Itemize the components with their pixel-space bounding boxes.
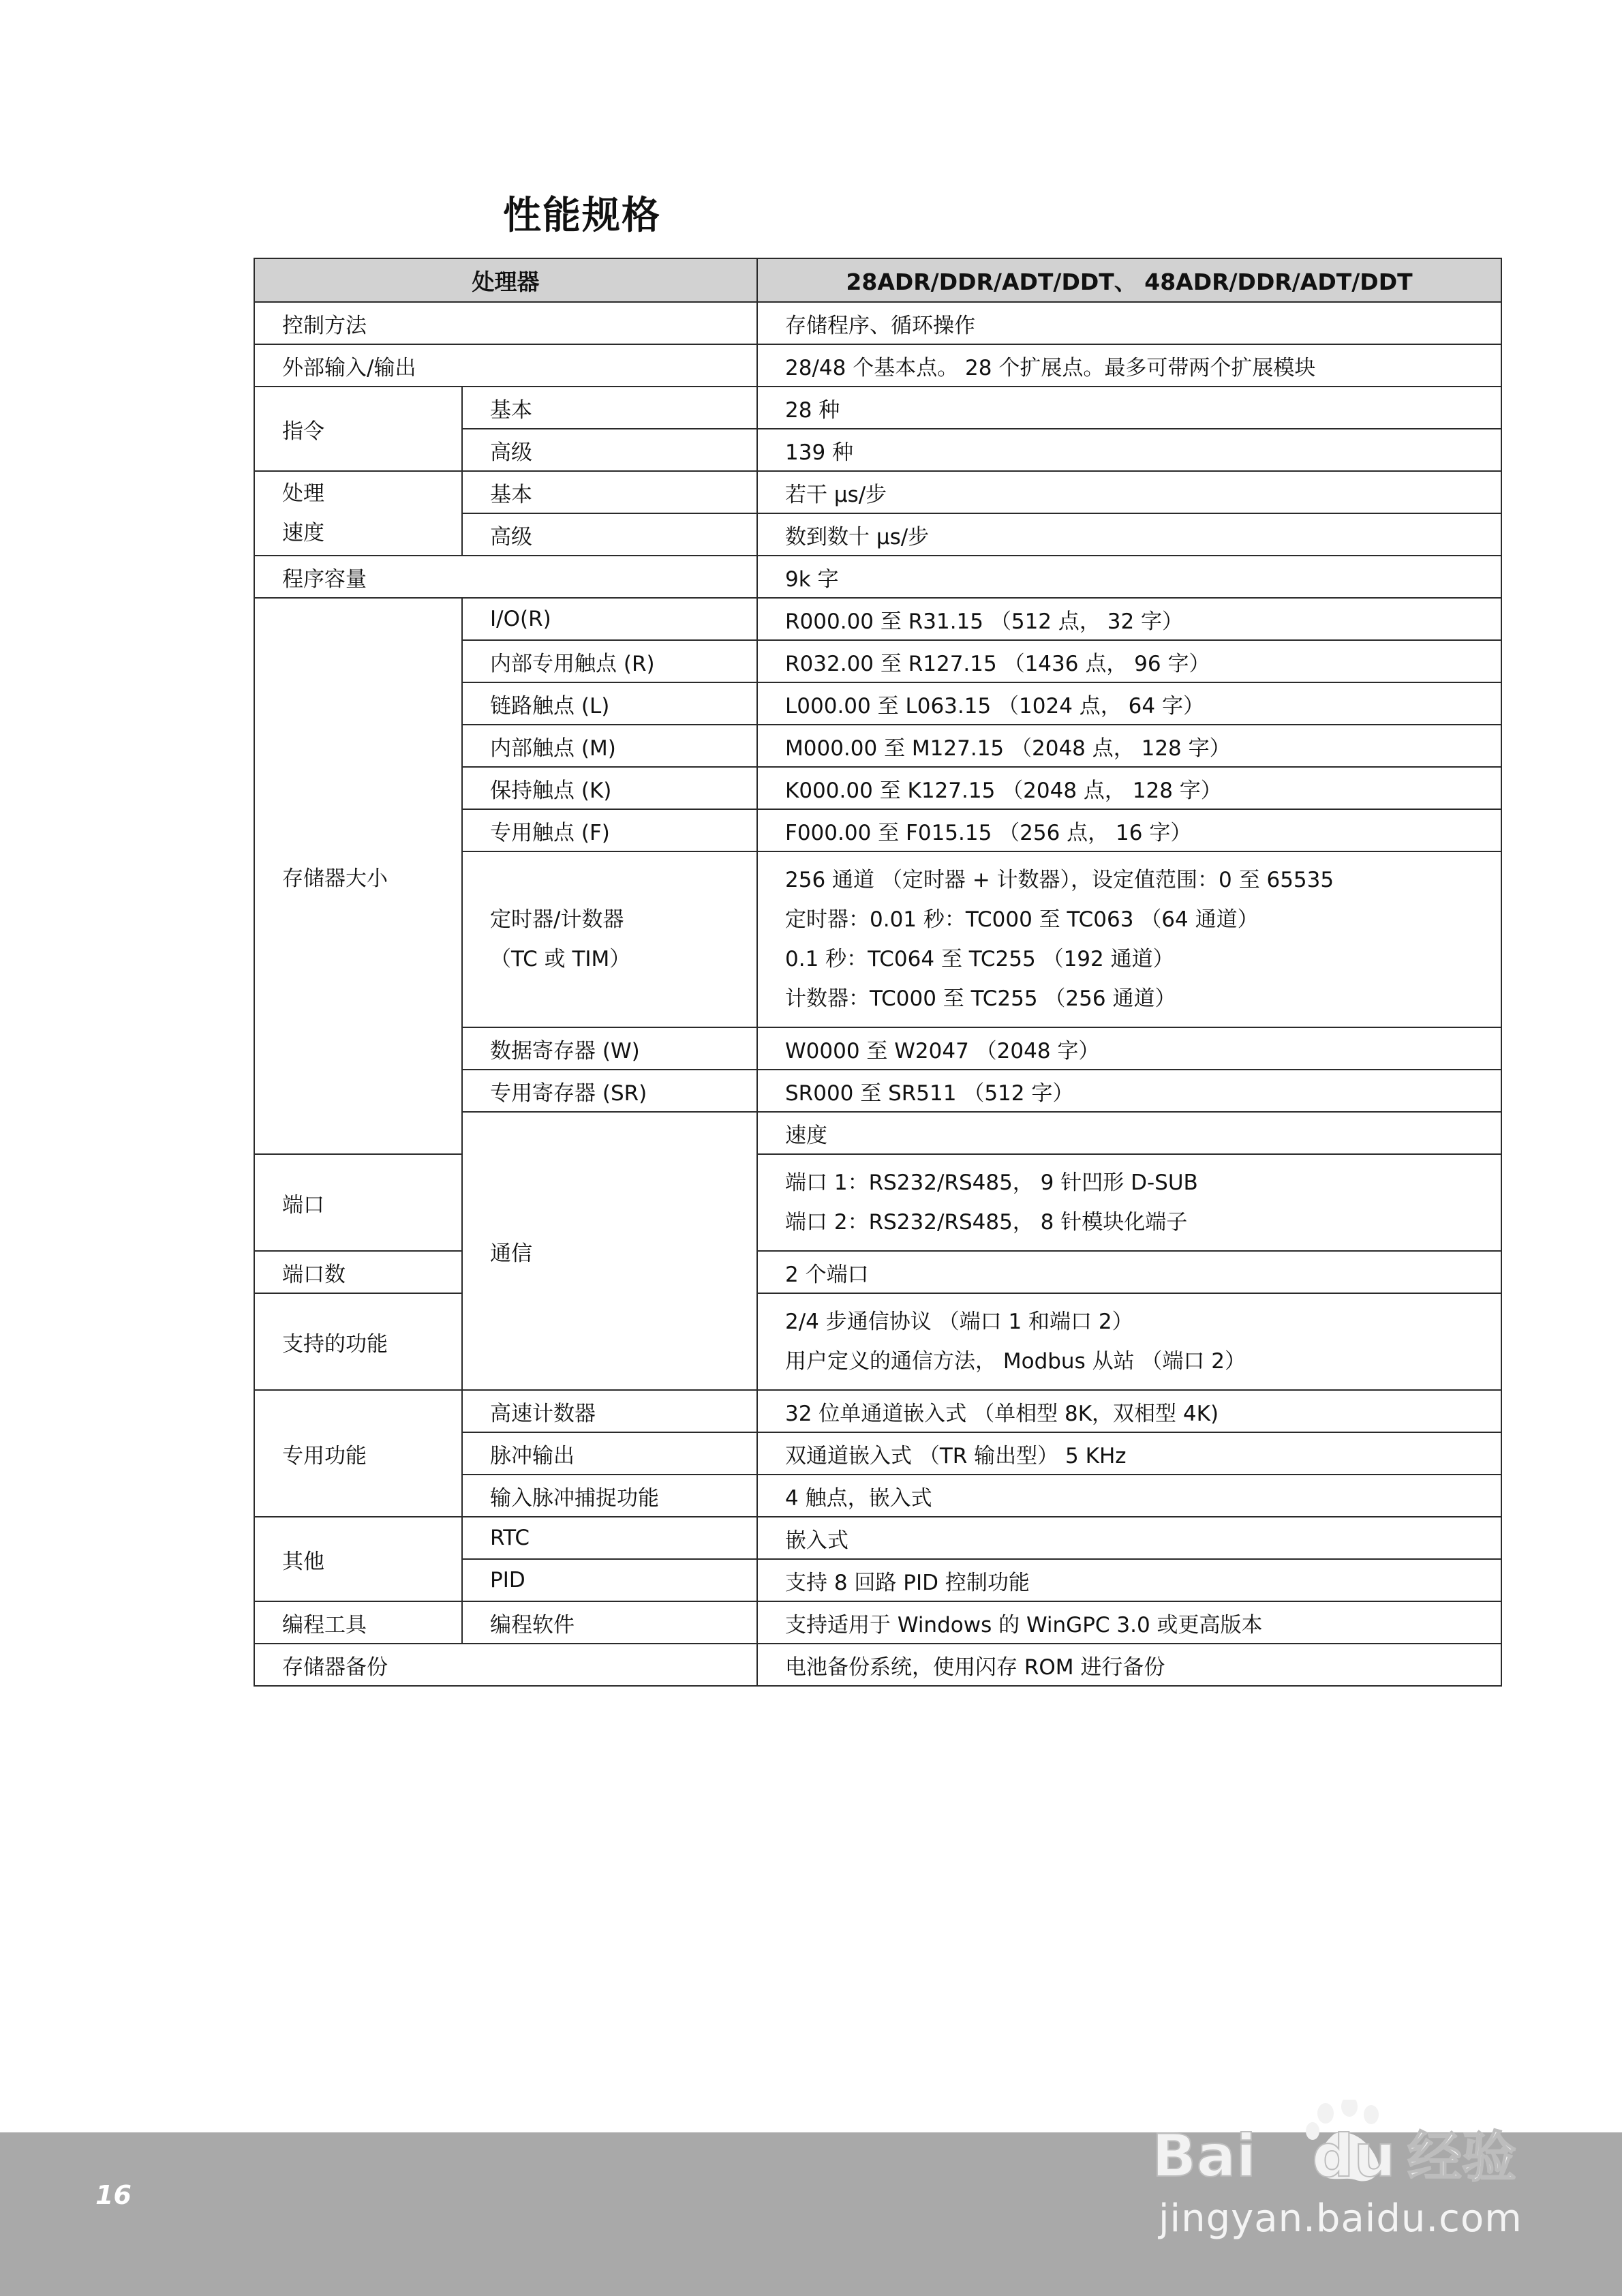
table-row	[254, 1293, 1501, 1390]
table-row	[254, 471, 1501, 513]
row-label: 程序容量	[254, 556, 757, 598]
group-label-other: 其他	[254, 1517, 462, 1601]
row-label: 内部专用触点 (R)	[462, 640, 757, 682]
row-label: 内部触点 (M)	[462, 725, 757, 767]
table-row	[254, 302, 1501, 344]
row-label: 输入脉冲捕捉功能	[462, 1475, 757, 1517]
row-value	[757, 1154, 1501, 1251]
row-value: 支持 8 回路 PID 控制功能	[757, 1559, 1501, 1601]
svg-text:du: du	[1312, 2122, 1396, 2190]
row-label: 存储器备份	[254, 1644, 757, 1686]
group-label-memory: 存储器大小	[254, 598, 462, 1154]
group-label-comm: 通信	[462, 1112, 757, 1390]
timer-value-line2: 定时器：0.01 秒：TC000 至 TC063 （64 通道）	[785, 907, 1259, 932]
row-label: 数据寄存器 (W)	[462, 1027, 757, 1070]
row-value: 32 位单通道嵌入式 （单相型 8K，双相型 4K)	[757, 1390, 1501, 1432]
row-value	[757, 1293, 1501, 1390]
row-value: 存储程序、循环操作	[757, 302, 1501, 344]
timer-label-line1: 定时器/计数器	[490, 907, 624, 932]
group-label-tools: 编程工具	[254, 1601, 462, 1644]
table-row	[254, 387, 1501, 429]
row-value: 9k 字	[757, 556, 1501, 598]
row-value: 电池备份系统，使用闪存 ROM 进行备份	[757, 1644, 1501, 1686]
row-value: 数到数十 μs/步	[757, 513, 1501, 556]
timer-value-line3: 0.1 秒：TC064 至 TC255 （192 通道）	[785, 947, 1174, 971]
row-label: 端口数	[254, 1251, 462, 1293]
speed-label-line2: 速度	[282, 521, 324, 545]
baidu-jingyan-watermark	[1152, 2072, 1533, 2250]
table-row	[254, 598, 1501, 640]
row-label: 专用触点 (F)	[462, 809, 757, 851]
row-value: 嵌入式	[757, 1517, 1501, 1559]
row-label: 基本	[462, 471, 757, 513]
row-label: I/O(R)	[462, 598, 757, 640]
row-label: 保持触点 (K)	[462, 767, 757, 809]
row-value: 139 种	[757, 429, 1501, 471]
row-value: K000.00 至 K127.15 （2048 点， 128 字）	[757, 767, 1501, 809]
svg-text:Bai: Bai	[1152, 2122, 1257, 2190]
page-number: 16	[95, 2180, 132, 2210]
timer-value-line1: 256 通道 （定时器 + 计数器），设定值范围：0 至 65535	[785, 868, 1334, 892]
row-label: 高级	[462, 429, 757, 471]
speed-label-line1: 处理	[282, 481, 324, 506]
row-value: R000.00 至 R31.15 （512 点， 32 字）	[757, 598, 1501, 640]
row-value: 双通道嵌入式 （TR 输出型） 5 KHz	[757, 1432, 1501, 1475]
page-title: 性能规格	[503, 194, 661, 238]
row-label: 端口	[254, 1154, 462, 1251]
row-label: RTC	[462, 1517, 757, 1559]
row-label: 外部输入/输出	[254, 344, 757, 387]
header-models: 28ADR/DDR/ADT/DDT、 48ADR/DDR/ADT/DDT	[757, 258, 1501, 302]
port-line1: 端口 1：RS232/RS485， 9 针凹形 D-SUB	[785, 1170, 1198, 1195]
table-row	[254, 1601, 1501, 1644]
group-label-instructions: 指令	[254, 387, 462, 471]
row-label: 脉冲输出	[462, 1432, 757, 1475]
svg-text:经验: 经验	[1407, 2126, 1516, 2189]
row-value: SR000 至 SR511 （512 字）	[757, 1070, 1501, 1112]
table-row	[254, 556, 1501, 598]
row-value: L000.00 至 L063.15 （1024 点， 64 字）	[757, 682, 1501, 725]
row-label: 编程软件	[462, 1601, 757, 1644]
row-label: 专用寄存器 (SR)	[462, 1070, 757, 1112]
row-label: 高速计数器	[462, 1390, 757, 1432]
row-value: F000.00 至 F015.15 （256 点， 16 字）	[757, 809, 1501, 851]
row-label	[462, 851, 757, 1027]
spec-table	[254, 258, 1502, 1687]
table-row	[254, 1154, 1501, 1251]
row-value: M000.00 至 M127.15 （2048 点， 128 字）	[757, 725, 1501, 767]
functions-line1: 2/4 步通信协议 （端口 1 和端口 2）	[785, 1310, 1133, 1334]
timer-label-line2: （TC 或 TIM）	[490, 947, 631, 971]
row-value: 28/48 个基本点。 28 个扩展点。最多可带两个扩展模块	[757, 344, 1501, 387]
watermark-url: jingyan.baidu.com	[1159, 2196, 1522, 2241]
row-value: 若干 μs/步	[757, 471, 1501, 513]
table-row	[254, 344, 1501, 387]
table-row	[254, 1390, 1501, 1432]
row-label: 高级	[462, 513, 757, 556]
row-label: 链路触点 (L)	[462, 682, 757, 725]
row-value	[757, 851, 1501, 1027]
table-header-row	[254, 258, 1501, 302]
row-value: 支持适用于 Windows 的 WinGPC 3.0 或更高版本	[757, 1601, 1501, 1644]
table-row	[254, 1644, 1501, 1686]
row-label: 速度	[757, 1112, 1501, 1154]
timer-value-line4: 计数器：TC000 至 TC255 （256 通道）	[785, 986, 1176, 1011]
group-label-special: 专用功能	[254, 1390, 462, 1517]
table-row	[254, 1517, 1501, 1559]
row-label: 支持的功能	[254, 1293, 462, 1390]
header-processor: 处理器	[254, 258, 757, 302]
row-value: 4 触点，嵌入式	[757, 1475, 1501, 1517]
row-value: W0000 至 W2047 （2048 字）	[757, 1027, 1501, 1070]
functions-line2: 用户定义的通信方法， Modbus 从站 （端口 2）	[785, 1349, 1246, 1374]
row-label: 控制方法	[254, 302, 757, 344]
row-label: PID	[462, 1559, 757, 1601]
row-value: R032.00 至 R127.15 （1436 点， 96 字）	[757, 640, 1501, 682]
row-label: 基本	[462, 387, 757, 429]
row-value: 28 种	[757, 387, 1501, 429]
baidu-logo-icon	[1152, 2100, 1533, 2202]
row-value: 2 个端口	[757, 1251, 1501, 1293]
table-row	[254, 1251, 1501, 1293]
group-label-speed	[254, 471, 462, 556]
port-line2: 端口 2：RS232/RS485， 8 针模块化端子	[785, 1210, 1188, 1235]
